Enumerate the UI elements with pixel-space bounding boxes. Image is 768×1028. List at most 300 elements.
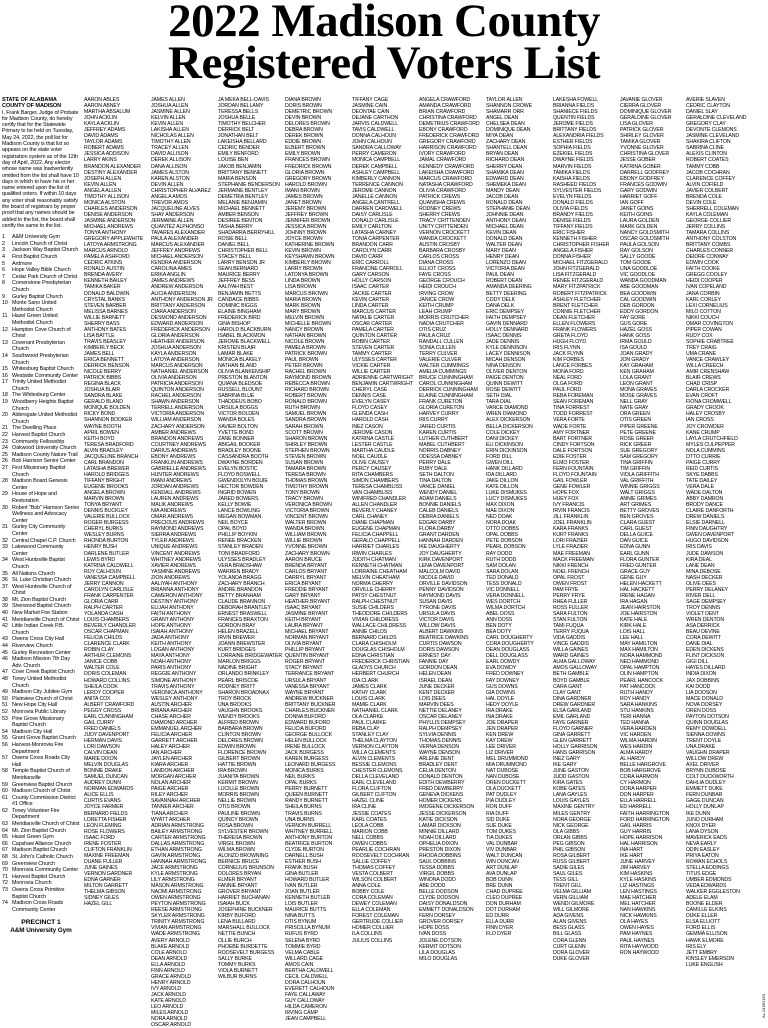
voter-name: REBECCA BROWN — [285, 381, 330, 388]
voter-name: MIYA DEAN — [486, 133, 513, 140]
polling-location-number: 41 — [2, 616, 8, 623]
voter-name: BRADLEY DENT — [419, 762, 458, 769]
voter-name: RODNEY CREWS — [419, 205, 461, 212]
voter-name: PAULINE BROWN — [218, 810, 260, 817]
polling-location-name: Owens Cross Primitive Baptist Church — [12, 887, 65, 900]
voter-name: GROVER BRYANT — [218, 889, 262, 896]
voter-name: WALT DUNCAN — [486, 852, 523, 859]
voter-name: JEROME BLACKWELL — [218, 338, 271, 345]
voter-name: EBONY CRAWFORD — [419, 127, 468, 134]
voter-name: JESSIE COATES — [352, 810, 391, 817]
voter-name: DONALD DENTON — [419, 774, 463, 781]
voter-name: BILL GLASS — [553, 931, 582, 938]
voter-name: VIVIAN ARMSTRONG — [151, 925, 202, 932]
voter-name: JILL FRANKLIN — [553, 514, 589, 521]
voter-name: DANE DIAL — [686, 641, 713, 648]
voter-name: OWEN FROST — [553, 580, 588, 587]
voter-name: NED DOAK — [486, 514, 513, 521]
polling-location-name: A&M University Gym — [12, 234, 60, 241]
voter-name: ZACHARY DEAN — [486, 139, 526, 146]
voter-name: TIM GRIFFIN — [620, 465, 651, 472]
voter-name: MONICA CAMPBELL — [352, 157, 401, 164]
voter-name: SABRINA BLUE — [218, 393, 255, 400]
polling-location-item — [2, 867, 80, 874]
voter-name: AMANDA DEERING — [486, 284, 532, 291]
voter-name: SIERRA ANDREWS — [151, 532, 197, 539]
voter-name: ADRIAN ARMSTRONG — [151, 822, 204, 829]
voter-name: ROBIN CARTER — [352, 338, 390, 345]
polling-location-number: 34 — [2, 557, 8, 564]
voter-name: JADE DENNIS — [486, 338, 520, 345]
voter-name: JUNE GAINES — [84, 864, 118, 871]
voter-column-9 — [620, 97, 688, 1024]
voter-name: STANLEY BRADEN — [218, 544, 263, 551]
polling-location-name: First Baptist Church — [12, 254, 58, 261]
polling-location-number: 67 — [2, 847, 8, 854]
voter-name: BONNIE DANIELS — [419, 502, 462, 509]
voter-name: BRANDY FIELDS — [553, 211, 593, 218]
voter-name: SHEILA BURNS — [285, 804, 322, 811]
voter-name: PRESTON DIXON — [419, 846, 461, 853]
voter-name: ERNEST BRASWELL — [218, 610, 268, 617]
voter-name: HARRIET BUCHANAN — [218, 895, 270, 902]
voter-name: HELEN DEAN — [419, 671, 452, 678]
polling-location-item — [2, 425, 80, 432]
voter-name: MARVIN DEES — [419, 701, 454, 708]
voter-name: GLADYS CHURCH — [352, 665, 396, 672]
voter-name: SIENNA DOWNS — [686, 731, 726, 738]
voter-name: GORDON BRAY — [218, 623, 256, 630]
voter-name: EDNA GUNN — [620, 544, 650, 551]
voter-name: AXEL DRIVER — [686, 762, 720, 769]
polling-location-number: 59 — [2, 781, 8, 788]
voter-name: IKE GARY — [553, 762, 577, 769]
voter-name: ART GRIMES — [620, 502, 652, 509]
polling-location-item — [2, 373, 80, 380]
voter-name: BEVERLY CHANDLER — [84, 623, 136, 630]
voter-name: OLIVE DEES — [686, 580, 716, 587]
voter-name: FELICIA BUFORD — [285, 725, 327, 732]
voter-name: JAMES ANDREWS — [151, 278, 195, 285]
voter-name: IVY FRANCIS — [553, 502, 585, 509]
polling-location-name: Lakewood Community Center — [12, 544, 64, 557]
voter-name: NATALIE CARTER — [352, 314, 395, 321]
voter-name: EDNA CHRISTIAN — [352, 653, 395, 660]
polling-location-number: 19 — [2, 399, 8, 406]
polling-location-item — [2, 676, 80, 689]
voter-name: OSCAR ARNOLD — [151, 1022, 192, 1028]
notice-heading: STATE OF ALABAMA COUNTY OF MADISON — [2, 97, 62, 110]
voter-name: PHILLIP BRYANT — [285, 647, 325, 654]
voter-name: OPHELIA DIXON — [419, 840, 458, 847]
voter-name: MORRIS CRUTCHER — [419, 314, 469, 321]
voter-name: VIOLET DENT — [686, 610, 719, 617]
voter-name: FLOYD CASEY — [352, 405, 388, 412]
voter-name: JACK BURGESS — [285, 750, 324, 757]
voter-name: WILLA CREECH — [686, 363, 724, 370]
voter-name: GEORGE COLLIER — [686, 217, 732, 224]
voter-name: WARREN BRADY — [218, 568, 259, 575]
voter-name: GLORIA CARR — [84, 598, 119, 605]
voter-name: DERRICK BELT — [218, 127, 255, 134]
voter-name: TOM DUKES — [486, 828, 516, 835]
voter-name: JACQUELINE BRANCH — [84, 453, 139, 460]
voter-name: SHARON BROWN — [285, 435, 328, 442]
voter-name: BRENDA BRYANT — [285, 562, 328, 569]
voter-name: NICOLE DAVID — [419, 574, 455, 581]
voter-name: FIONA CROMWELL — [686, 399, 732, 406]
voter-name: IAN CROSS — [686, 417, 714, 424]
voter-name: HELEN BULLOCK — [285, 737, 327, 744]
voter-name: ALBERT DAWKINS — [419, 629, 464, 636]
voter-name: BLAKE ARNOLD — [151, 943, 190, 950]
voter-name: JOE DRAPER — [486, 719, 519, 726]
voter-name: JUDE DAWSON — [686, 550, 724, 557]
voter-name: CAMERON ANTHONY — [151, 592, 203, 599]
voter-name: GRETA FLOYD — [553, 332, 588, 339]
voter-name: LANA GAYLES — [553, 792, 587, 799]
voter-name: VALERIE CULVER — [419, 357, 462, 364]
voter-name: JETT EMBRY — [686, 949, 718, 956]
voter-name: NELL COBBS — [352, 834, 384, 841]
voter-name: AALIYAH ANTHONY — [151, 580, 198, 587]
voter-name: MAXINE GENTRY — [553, 804, 595, 811]
voter-name: DANIEL BELL — [218, 242, 250, 249]
voter-name: JESSICA ADDISON — [84, 151, 129, 158]
voter-name: VANESSA CAMPBELL — [84, 574, 136, 581]
voter-name: ALLEN CHANDLER — [352, 502, 398, 509]
voter-name: LAUREN ANDREWS — [151, 496, 199, 503]
voter-name: FAITH ANTHONY — [151, 610, 191, 617]
voter-name: SAM DOLAN — [486, 562, 516, 569]
voter-name: VALERIE BULLOCK — [84, 514, 130, 521]
voter-name: FINN DYER — [486, 925, 514, 932]
voter-name: ZANE BONNER — [218, 435, 255, 442]
voter-name: GARY BRYANT — [285, 592, 321, 599]
voter-name: KIRA DEAL — [686, 556, 712, 563]
voter-name: DARIUS ANDREWS — [151, 447, 197, 454]
voter-name: ROBIN CLAY — [84, 647, 115, 654]
voter-name: PEARL BRISCOE — [218, 677, 259, 684]
polling-location-name: Sherwood Baptist Church — [12, 603, 71, 610]
voter-name: FREDERICK ANDERSON — [151, 326, 210, 333]
voter-name: NICK HAWKINS — [620, 913, 657, 920]
voter-name: LUCY DISMUKES — [486, 496, 527, 503]
voter-name: KAI DODD — [686, 683, 711, 690]
voter-name: RUTH BROWN — [285, 405, 320, 412]
voter-name: DELORES BROWN — [285, 121, 330, 128]
voter-name: CURTIS EVANS — [84, 798, 121, 805]
polling-location-item — [2, 247, 80, 254]
voter-name: ANDREW BUCKNER — [285, 695, 334, 702]
voter-name: LORRAINE CHEATHAM — [352, 568, 407, 575]
voter-name: HECTOR BOWDEN — [218, 484, 264, 490]
voter-name: WADE DALTON — [686, 490, 723, 497]
polling-location-number: 10 — [2, 300, 8, 307]
voter-name: VAUGHN DRAPER — [686, 750, 730, 757]
voter-name: GAIL HARRIS — [620, 822, 652, 829]
voter-name: OLLIE BURCH — [218, 937, 252, 944]
voter-name: HOLLY DUNLAP — [686, 804, 724, 811]
voter-name: ELBERT BROWN — [285, 145, 326, 152]
voter-name: OWEN HAYES — [620, 925, 654, 932]
voter-name: WALTER CUMMINGS — [419, 363, 469, 370]
voter-name: SYLVESTER FIELDS — [553, 187, 602, 194]
voter-name: CHAD DUPREE — [486, 889, 523, 896]
voter-name: DONNA CALHOUN — [352, 133, 396, 140]
voter-name: GERALDINE CLEVELAND — [686, 115, 747, 122]
voter-name: NICHOLAS ALLEN — [151, 133, 194, 140]
voter-name: MAE FREEMAN — [553, 550, 590, 557]
voter-name: REBA FOREMAN — [553, 393, 594, 400]
polling-location-number: 38 — [2, 596, 8, 603]
voter-name: LEROY COOPER — [84, 689, 125, 696]
polling-location-item — [2, 577, 80, 584]
voter-name: DREW GARDNER — [553, 701, 596, 708]
voter-name: IRA CLINE — [352, 804, 377, 811]
voter-name: JASMINE CLEVELAND — [686, 133, 740, 140]
voter-name: SARA HANKINS — [620, 701, 658, 708]
voter-name: PATRICK BIBBS — [84, 375, 122, 382]
voter-name: ANDRE BRANDON — [218, 586, 263, 593]
voter-name: ELLA COLEMAN — [352, 907, 391, 914]
voter-name: PAUL FORD — [553, 387, 582, 394]
polling-location-number: 32 — [2, 537, 8, 544]
voter-name: STAN FULTON — [553, 617, 588, 624]
voter-name: ANGELA FISHER — [553, 248, 593, 255]
voter-name: JARED BOWERS — [218, 496, 259, 503]
voter-name: MONICA ALSTON — [84, 199, 125, 206]
voter-name: ADELE ELAM — [686, 895, 718, 902]
voter-name: PAM FRYE — [553, 586, 579, 593]
voter-name: GUY HARRIS — [620, 828, 652, 835]
voter-name: TREY CRAIG — [686, 344, 717, 351]
voter-name: DEONTAE CAIN — [352, 109, 390, 116]
voter-name: RACHEL ANDERSON — [151, 393, 201, 400]
voter-name: DIANA BROWN — [285, 97, 321, 103]
voter-name: ERNEST DAY — [419, 653, 451, 660]
voter-name: AMOS GALLOWAY — [553, 665, 597, 672]
voter-name: DARLA CROCKER — [686, 387, 730, 394]
voter-name: LORI DAWSON — [84, 744, 120, 751]
voter-name: KYLE HASKINS — [620, 877, 657, 884]
voter-name: MORRIS BROWN — [218, 792, 259, 799]
voter-name: DIANE CHAPMAN — [352, 520, 394, 527]
voter-column-10 — [686, 97, 754, 1024]
voter-name: MARK BROWN — [285, 302, 321, 309]
voter-column-1 — [84, 97, 152, 1024]
voter-name: HAROLD BRIDGES — [84, 471, 130, 478]
voter-name: SONIA CULLEN — [419, 344, 456, 351]
polling-location-number: 43 — [2, 636, 8, 643]
voter-name: JULIUS COLLINS — [352, 937, 393, 944]
voter-name: FREDRICK BROWN — [285, 163, 332, 170]
voter-name: OTTO DOBBS — [486, 526, 519, 533]
voter-name: KIRBY BUFORD — [218, 913, 256, 920]
voter-name: HAL HACKETT — [620, 586, 655, 593]
voter-name: PEYTON ARMSTRONG — [151, 901, 206, 908]
voter-name: BETTY GROVES — [620, 508, 660, 515]
voter-name: BRANDON CARR — [352, 242, 393, 249]
voter-name: PEARL HANCOCK — [620, 677, 663, 684]
voter-name: JOY DAUGHERTY — [419, 550, 462, 557]
voter-name: URSULA BRYANT — [285, 677, 327, 684]
voter-name: JACK ARNOLD — [151, 991, 186, 998]
voter-name: UMBER EDMONDS — [686, 877, 732, 884]
polling-location-item — [2, 854, 80, 861]
voter-name: CARTER ARMSTRONG — [151, 834, 206, 841]
voter-name: MAX DIXON — [486, 502, 515, 509]
voter-name: HANNAH DARDEN — [419, 538, 463, 545]
voter-column-8 — [553, 97, 621, 1024]
voter-name: INDIA DIXON — [686, 671, 717, 678]
voter-name: GLEN GARRETT — [553, 737, 593, 744]
polling-location-number: 55 — [2, 735, 8, 742]
voter-name: AVA DUNLAP — [486, 871, 517, 877]
voter-name: JEFFREY BROWN — [285, 211, 328, 218]
voter-name: CAROLINA AMES — [151, 266, 192, 273]
voter-name: HANNAH ARMSTRONG — [151, 858, 207, 865]
voter-name: JASMINE BRYANT — [285, 610, 329, 617]
polling-location-item — [2, 327, 80, 340]
voter-name: KEITH ANTHONY — [151, 641, 192, 648]
voter-name: KAREN CURTIS — [419, 429, 457, 436]
voter-name: EMMETT DUKE — [686, 786, 723, 793]
voter-name: CHESTER CLEMONS — [352, 768, 403, 775]
voter-name: RAY DODD — [486, 550, 513, 557]
voter-name: KEN GRAHAM — [620, 369, 654, 376]
voter-name: PATRICK GLOVER — [620, 127, 664, 134]
voter-name: KENNETH BAILEY — [84, 278, 127, 285]
voter-name: TAMIKA BAKER — [84, 284, 121, 291]
polling-location-item — [2, 353, 80, 366]
voter-name: CLARENCE CLARK — [84, 641, 130, 648]
voter-name: SHANIECE FIELDS — [553, 109, 598, 116]
polling-location-item — [2, 261, 80, 268]
voter-name: MILES ARNOLD — [151, 1010, 189, 1017]
voter-name: TREVOR AMOS — [151, 199, 188, 206]
voter-name: TAVIS CALDWELL — [352, 127, 395, 134]
voter-name: MARTHA CAUDLE — [352, 447, 395, 454]
voter-name: CORNELIUS BRUNSON — [218, 864, 274, 871]
voter-name: CARL GUEST — [620, 526, 652, 533]
voter-name: NICOLE BERRY — [84, 369, 122, 376]
voter-name: MANDY DEAN — [486, 187, 520, 194]
voter-name: GRACE GUY — [620, 568, 651, 575]
voter-name: JEFFREY ANDREWS — [151, 248, 201, 255]
voter-name: MEL HATCHER — [620, 901, 656, 908]
voter-name: RASHEED FIELDS — [553, 181, 597, 188]
polling-location-name: Cedar Park Church of Christ — [12, 273, 78, 280]
polling-location-number: 23 — [2, 438, 8, 445]
voter-name: SHERRY DEAN — [486, 163, 523, 170]
voter-name: DORIS DAWSON — [419, 647, 459, 654]
polling-location-name: Meridianville Church of Christ — [12, 821, 80, 828]
polling-location-number: 28 — [2, 478, 8, 485]
voter-name: TERESA BRADFORD — [84, 441, 134, 448]
voter-name: ELIJAH ANTHONY — [151, 604, 194, 611]
voter-name: HELEN BRAZELL — [218, 629, 259, 636]
voter-name: KEITH GOINS — [620, 211, 653, 218]
voter-name: EVELYN BOSTIC — [218, 465, 258, 472]
voter-name: TERESA BROWN — [285, 471, 326, 478]
polling-location-number: 49 — [2, 689, 8, 696]
polling-location-item — [2, 788, 80, 795]
voter-name: RIA DUFF — [486, 810, 509, 817]
voter-name: IRIS ELY — [686, 943, 707, 950]
voter-name: WILLA CLEMENTS — [352, 750, 396, 757]
voter-name: JOAN BUTLER — [285, 889, 320, 896]
voter-name: TANNER ARCHER — [151, 804, 194, 811]
polling-location-item — [2, 439, 80, 446]
voter-name: TESSA DOBBS — [419, 864, 455, 871]
voter-name: MILO COTTON — [686, 308, 721, 315]
voter-name: GARY CARSON — [352, 272, 390, 279]
polling-location-name: Cornerstone Presbyterian Church — [12, 280, 72, 293]
voter-name: DEREK BROWN — [285, 133, 324, 140]
voter-name: RUSSELL BLOUNT — [218, 387, 263, 394]
voter-name: DEMETRIUS CRAWFORD — [419, 121, 480, 128]
voter-name: JESSE GOBER — [620, 157, 656, 164]
voter-name: SUE DUKE — [486, 822, 512, 829]
voter-name: RICHARD BROWN — [285, 387, 329, 394]
voter-name: MARLON BRIGGS — [218, 659, 261, 666]
voter-name: PAIGE ARCHER — [151, 786, 189, 793]
polling-location-item — [2, 768, 80, 781]
voter-name: LANCE BOWLING — [218, 508, 260, 515]
voter-name: JEFFREY ADAMS — [84, 127, 126, 134]
voter-name: KEITH BRYANT — [285, 617, 322, 624]
polling-location-name: Temple Baptist Church of Meridianville — [12, 768, 70, 781]
voter-name: CLAY GANT — [553, 689, 582, 696]
voter-name: QUENTIN BRYANT — [285, 653, 329, 660]
polling-locations-list — [2, 234, 82, 913]
voter-name: VAN CHAMBLISS — [352, 490, 393, 497]
voter-name: JARED CURTIS — [419, 423, 456, 430]
voter-name: LEE DRIVER — [486, 744, 516, 751]
voter-name: ISAIAH ANTHONY — [151, 629, 194, 636]
polling-location-number: 1 — [2, 234, 5, 241]
voter-name: CASSANDRA BOOTH — [218, 453, 269, 460]
polling-location-number: 74 — [2, 900, 8, 907]
voter-name: JOHN ACKLIN — [84, 115, 117, 122]
voter-name: LORRAINE BRIDGEWATER — [218, 653, 283, 660]
polling-location-name: Madison Cross Roads Community Center — [12, 900, 64, 913]
voter-name: AMELIA CUMMINGS — [419, 369, 467, 376]
voter-name: SABRINA CLINE — [686, 145, 724, 152]
voter-name: OREN DUCKETT — [486, 780, 526, 787]
voter-name: PEARL DOBSON — [486, 544, 526, 551]
voter-name: HARRIET GOFF — [620, 193, 658, 200]
voter-name: SOPHIA FIELDS — [553, 145, 591, 152]
voter-name: RICHARD DEAN — [486, 157, 525, 164]
polling-location-item — [2, 689, 80, 696]
voter-name: HENRY BUSH — [84, 544, 117, 551]
voter-name: AMBER BENSON — [218, 211, 259, 218]
voter-name: RILEY ARCHER — [151, 792, 188, 799]
voter-name: LATOYA ARMSTRONG — [84, 242, 137, 249]
voter-name: EDDY GORDON — [620, 308, 659, 315]
voter-name: BENJAMIN CARTWRIGHT — [352, 381, 413, 388]
voter-name: NORMAN EDWARDS — [84, 786, 134, 793]
voter-name: SUSAN DAVIS — [419, 598, 453, 605]
voter-name: VERNA DENSON — [419, 744, 460, 751]
polling-location-item — [2, 366, 80, 373]
voter-name: WANDA BROWN — [285, 526, 325, 533]
voter-name: PEG GIBSON — [553, 840, 585, 847]
voter-name: TERESSA BELLS — [218, 109, 259, 116]
polling-location-name: West Huntsville Church of Christ — [12, 583, 72, 597]
